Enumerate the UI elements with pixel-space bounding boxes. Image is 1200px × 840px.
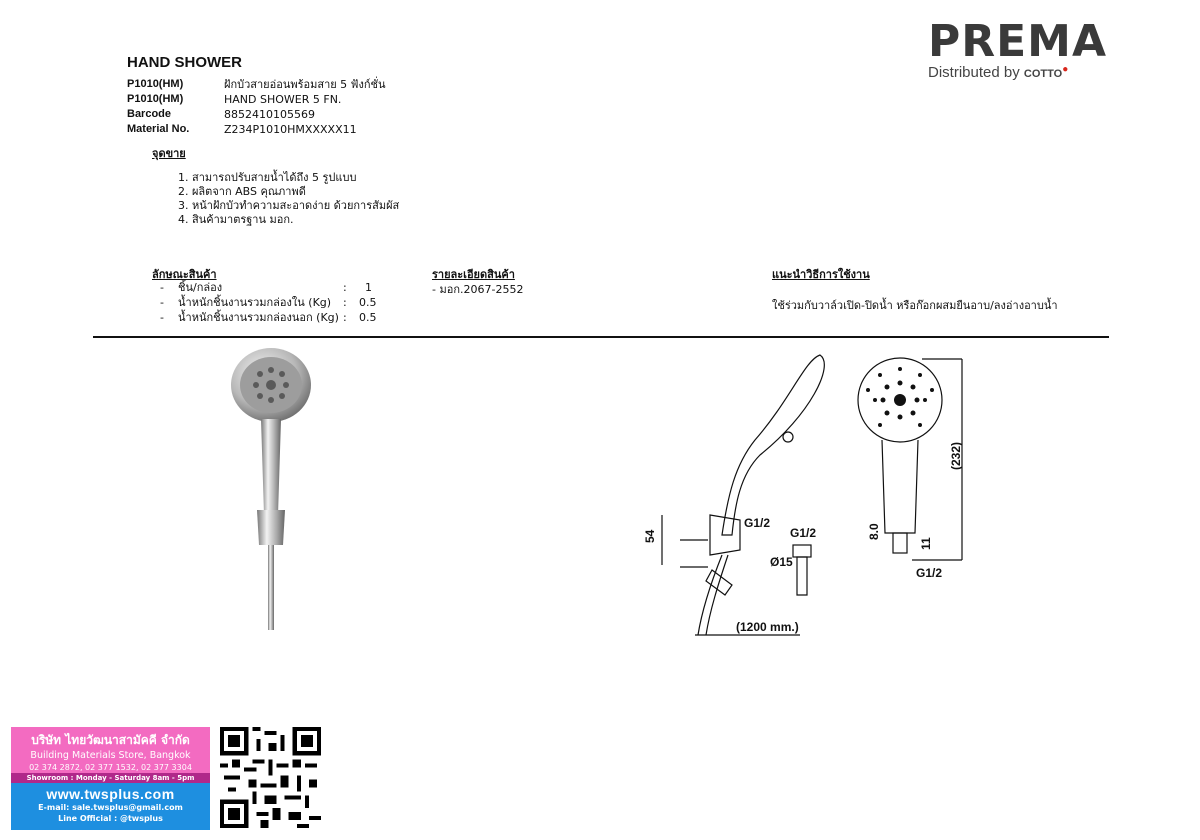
- selling-points-heading: จุดขาย: [152, 147, 186, 160]
- hose-length-label: (1200 mm.): [736, 620, 799, 634]
- brand-name: PREMA: [928, 16, 1108, 67]
- details-heading: รายละเอียดสินค้า: [432, 268, 515, 281]
- handle-shape: [261, 419, 281, 515]
- features-heading: ลักษณะสินค้า: [152, 268, 217, 281]
- details-text: - มอก.2067-2552: [432, 283, 524, 296]
- front-view-handle: [882, 440, 918, 533]
- list-item: 1. สามารถปรับสายน้ำได้ถึง 5 รูปแบบ: [178, 171, 357, 184]
- bracket-shape: [257, 510, 285, 545]
- company-banner: [11, 727, 210, 830]
- fitting-nut: [793, 545, 811, 557]
- banner-top: [11, 727, 210, 783]
- spec-value: Z234P1010HMXXXXX11: [224, 123, 357, 136]
- distributed-label: Distributed by: [928, 64, 1020, 81]
- dia15-label: Ø15: [770, 555, 793, 569]
- spec-row: [127, 107, 385, 122]
- spec-row: [127, 77, 385, 92]
- feature-row: [160, 310, 377, 325]
- feature-value: 0.5: [359, 311, 377, 324]
- nozzle-dots: [253, 367, 289, 403]
- dim-8-label: 8.0: [867, 523, 881, 540]
- spec-key: P1010(HM): [127, 93, 184, 105]
- email-text[interactable]: E-mail: sale.twsplus@gmail.com: [38, 803, 183, 812]
- g12-top-label: G1/2: [744, 516, 771, 530]
- side-view-handle: [722, 355, 824, 535]
- website-link[interactable]: www.twsplus.com: [46, 786, 175, 802]
- spec-value: 8852410105569: [224, 108, 315, 121]
- spec-row: [127, 92, 385, 107]
- spec-key: Material No.: [127, 123, 190, 135]
- prema-logo: [928, 16, 1108, 81]
- front-nozzles: [866, 367, 934, 427]
- feature-label: น้ำหนักชิ้นงานรวมกล่องใน (Kg): [178, 296, 332, 309]
- hose-shape: [268, 545, 274, 630]
- product-photo: [225, 345, 325, 635]
- g12-bottom-label: G1/2: [916, 566, 943, 580]
- list-item: 2. ผลิตจาก ABS คุณภาพดี: [178, 185, 306, 198]
- list-item: 3. หน้าฝักบัวทำความสะอาดง่าย ด้วยการสัมผัส: [178, 199, 400, 212]
- usage-text: ใช้ร่วมกับวาล์วเปิด-ปิดน้ำ หรือก๊อกผสมยืนอาบ/ลงอ่างอาบน้ำ: [772, 299, 1058, 312]
- line-text[interactable]: Line Official : @twsplus: [58, 814, 163, 823]
- front-view-connector: [893, 533, 907, 553]
- company-phones: 02 374 2872, 02 377 1532, 02 377 3304: [29, 763, 192, 772]
- side-view-button: [783, 432, 793, 442]
- qr-code-icon[interactable]: [220, 727, 321, 828]
- company-subtitle: Building Materials Store, Bangkok: [30, 750, 191, 761]
- divider: [93, 336, 1109, 338]
- feature-dash: -: [160, 281, 164, 294]
- usage-heading: แนะนำวิธีการใช้งาน: [772, 268, 870, 281]
- spec-key: Barcode: [127, 108, 172, 120]
- features-table: [160, 280, 377, 325]
- cotto-label: COTTO: [1023, 68, 1063, 80]
- feature-dash: -: [160, 311, 164, 324]
- feature-dash: -: [160, 296, 164, 309]
- selling-points-list: [178, 171, 399, 227]
- spec-row: [127, 122, 385, 137]
- dim-11-label: 11: [919, 537, 933, 550]
- feature-colon: :: [343, 296, 347, 309]
- product-title: HAND SHOWER: [127, 54, 242, 71]
- feature-label: ชิ้น/กล่อง: [178, 281, 223, 294]
- company-name: บริษัท ไทยวัฒนาสามัคคี จำกัด: [31, 733, 190, 747]
- spec-key: P1010(HM): [127, 78, 184, 90]
- spec-value: HAND SHOWER 5 FN.: [224, 93, 342, 106]
- feature-colon: :: [343, 281, 347, 294]
- banner-bottom: [11, 783, 210, 830]
- g12-fitting-label: G1/2: [790, 526, 817, 540]
- spec-value: ฝักบัวสายอ่อนพร้อมสาย 5 ฟังก์ชั่น: [224, 78, 386, 91]
- cotto-dot-icon: ●: [1062, 64, 1069, 75]
- technical-drawing: [640, 345, 980, 645]
- showroom-hours: Showroom : Monday - Saturday 8am - 5pm: [11, 773, 210, 783]
- feature-colon: :: [343, 311, 347, 324]
- feature-row: [160, 295, 377, 310]
- spec-table: [127, 77, 385, 137]
- feature-value: 0.5: [359, 296, 377, 309]
- feature-label: น้ำหนักชิ้นงานรวมกล่องนอก (Kg): [178, 311, 339, 324]
- dim-232-label: (232): [949, 441, 963, 470]
- list-item: 4. สินค้ามาตรฐาน มอก.: [178, 213, 294, 226]
- dim-54-label: 54: [643, 529, 657, 543]
- feature-row: [160, 280, 377, 295]
- fitting-body: [797, 557, 807, 595]
- feature-value: 1: [365, 281, 372, 294]
